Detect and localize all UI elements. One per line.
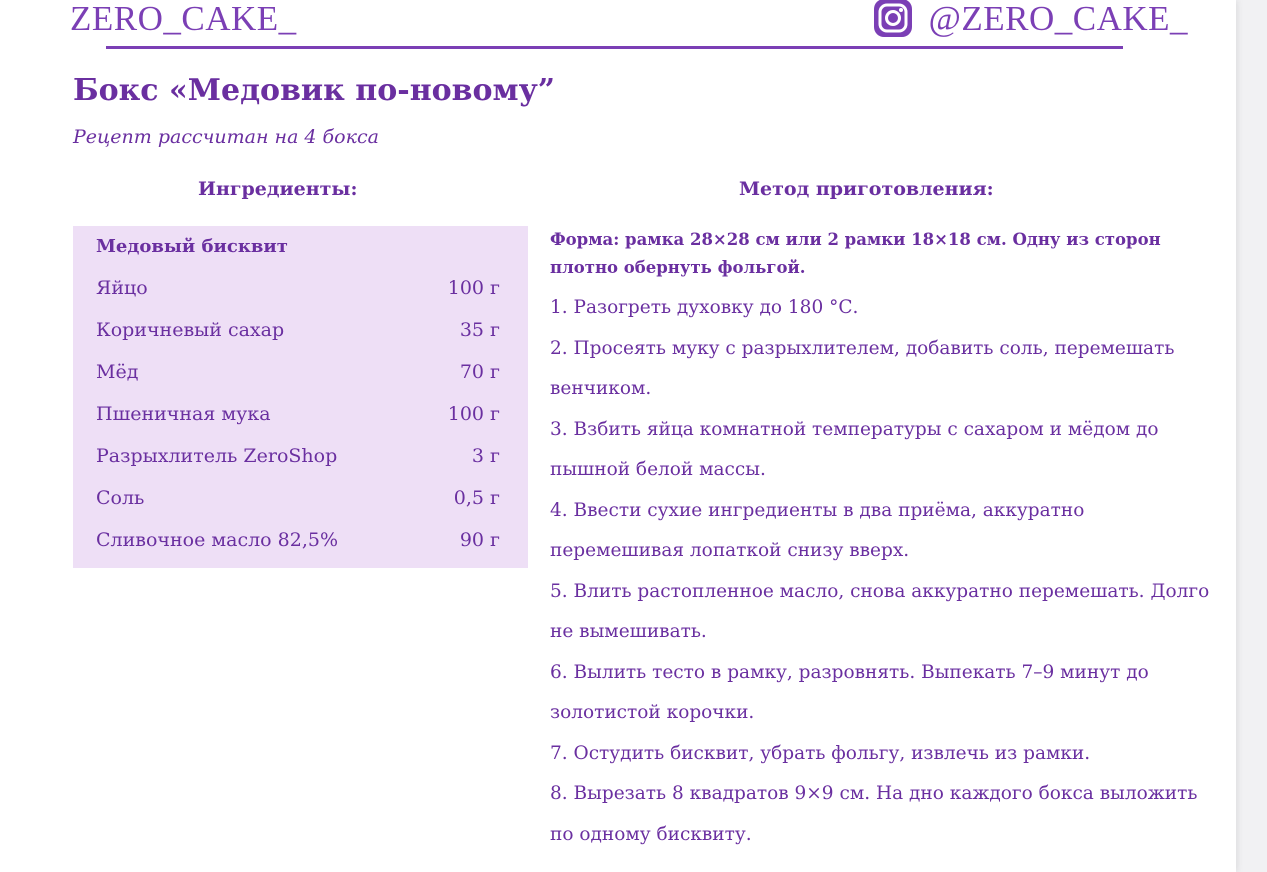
- method-step: 6. Вылить тесто в рамку, разровнять. Выпекать 7–9 минут до золотистой корочки.: [550, 661, 1149, 723]
- instagram-handle-text: @ZERO_CAKE_: [928, 0, 1188, 38]
- header-divider: [106, 46, 1123, 49]
- ingredient-name: Коричневый сахар: [96, 319, 285, 341]
- ingredient-amount: 100 г: [447, 277, 500, 299]
- method-heading: Метод приготовления:: [739, 178, 994, 200]
- ingredient-row: [96, 316, 500, 344]
- ingredient-amount: 100 г: [447, 403, 500, 425]
- instagram-handle[interactable]: [873, 0, 1188, 38]
- ingredient-name: Мёд: [96, 361, 139, 383]
- recipe-title: Бокс «Медовик по-новому”: [73, 73, 556, 108]
- ingredient-name: Разрыхлитель ZeroShop: [96, 445, 338, 467]
- ingredients-section-title: Медовый бисквит: [96, 236, 288, 257]
- ingredient-name: Пшеничная мука: [96, 403, 271, 425]
- method-steps: [550, 288, 1210, 855]
- method-step: 2. Просеять муку с разрыхлителем, добавить соль, перемешать венчиком.: [550, 337, 1175, 399]
- ingredient-row: [96, 526, 500, 554]
- method-step: 8. Вырезать 8 квадратов 9×9 см. На дно каждого бокса выложить по одному бисквиту.: [550, 783, 1198, 845]
- method-step: 7. Остудить бисквит, убрать фольгу, извлечь из рамки.: [550, 742, 1091, 764]
- ingredient-amount: 70 г: [459, 361, 500, 383]
- method-step: 5. Влить растопленное масло, снова аккуратно перемешать. Долго не вымешивать.: [550, 580, 1210, 642]
- recipe-subtitle: Рецепт рассчитан на 4 бокса: [73, 126, 379, 148]
- ingredient-row: [96, 358, 500, 386]
- ingredient-name: Соль: [96, 487, 145, 509]
- ingredient-row: [96, 400, 500, 428]
- ingredients-heading: Ингредиенты:: [198, 178, 358, 200]
- method-step: 4. Ввести сухие ингредиенты в два приёма, аккуратно перемешивая лопаткой снизу вверх.: [550, 499, 1085, 561]
- ingredient-row: [96, 484, 500, 512]
- ingredient-amount: 90 г: [459, 529, 500, 551]
- method-step: 1. Разогреть духовку до 180 °С.: [550, 297, 859, 318]
- ingredient-amount: 3 г: [471, 445, 500, 467]
- brand-name: ZERO_CAKE_: [70, 0, 297, 38]
- ingredient-name: Яйцо: [96, 277, 148, 299]
- method-step: 3. Взбить яйца комнатной температуры с сахаром и мёдом до пышной белой массы.: [550, 418, 1159, 480]
- ingredients-box: [73, 226, 528, 568]
- ingredient-row: [96, 442, 500, 470]
- ingredient-name: Сливочное масло 82,5%: [96, 529, 339, 551]
- form-note: Форма: рамка 28×28 см или 2 рамки 18×18 см. Одну из сторон плотно обернуть фольгой.: [550, 230, 1161, 277]
- instagram-icon: [873, 0, 913, 38]
- ingredient-row: [96, 274, 500, 302]
- ingredient-amount: 35 г: [459, 319, 500, 341]
- method-section: [550, 226, 1210, 855]
- ingredient-amount: 0,5 г: [453, 487, 500, 509]
